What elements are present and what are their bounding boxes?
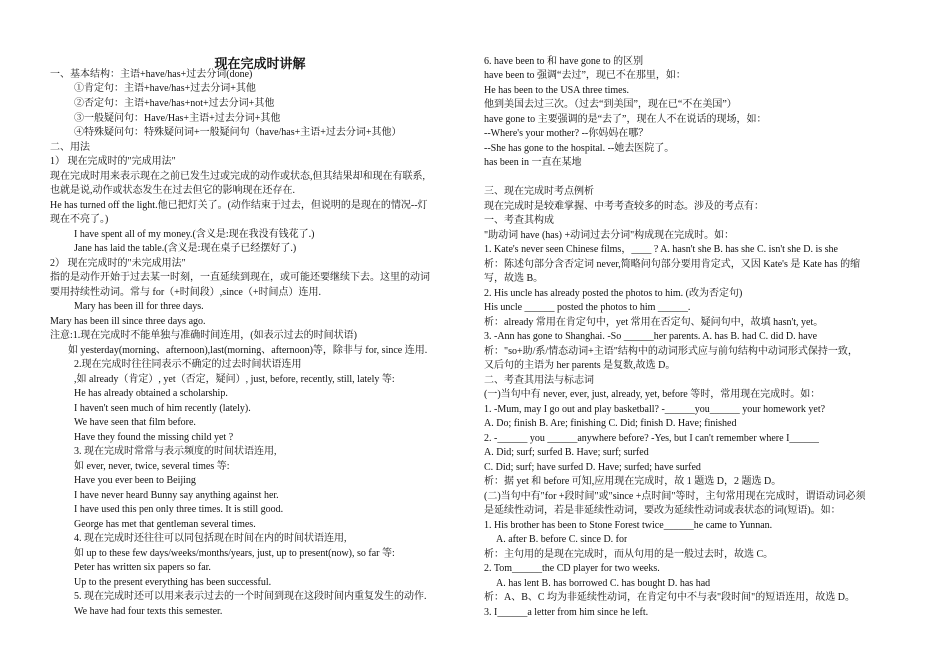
text-line: Up to the present everything has been successful. (74, 577, 272, 588)
text-line: --She has gone to the hospital. --她去医院了。 (484, 143, 675, 154)
text-line: 3. -Ann has gone to Shanghai. -So ______her parents. A. has B. had C. did D. have (484, 331, 818, 342)
text-line: ④特殊疑问句：特殊疑问词+一般疑问句（have/has+主语+过去分词+其他） (74, 127, 402, 138)
text-line: I have never heard Bunny say anything against her. (74, 490, 279, 501)
text-line: C. Did; surf; have surfed D. Have; surfed; have surfed (484, 462, 701, 473)
text-line: We have had four texts this semester. (74, 606, 223, 617)
text-line: 现在完成时用来表示现在之前已发生过或完成的动作或状态,但其结果却和现在有联系, (50, 171, 425, 182)
text-line: George has met that gentleman several times. (74, 519, 256, 530)
text-line: 1. Kate's never seen Chinese films，____ ? A. hasn't she B. has she C. isn't she D. is she (484, 244, 838, 255)
text-line: 指的是动作开始于过去某一时刻，一直延续到现在，或可能还要继续下去。这里的动词 (50, 272, 430, 283)
text-line: His uncle ______ posted the photos to him ______. (484, 302, 691, 313)
text-line: 2. -______ you ______anywhere before? -Yes, but I can't remember where I______ (484, 433, 820, 444)
text-line: 3. 现在完成时常常与表示频度的时间状语连用, (74, 446, 277, 457)
text-line: ③一般疑问句：Have/Has+主语+过去分词+其他 (74, 113, 281, 124)
text-line: 要用持续性动词。常与 for（+时间段）,since（+时间点）连用. (50, 287, 321, 298)
text-line: Have they found the missing child yet ? (74, 432, 234, 443)
text-line: 二、考查其用法与标志词 (484, 375, 594, 386)
text-line: Jane has laid the table.(含义是:现在桌子已经摆好了.) (74, 243, 297, 254)
text-line: 如 up to these few days/weeks/months/years, just, up to present(now), so far 等: (74, 548, 395, 559)
text-line: 析："so+助/系/情态动词+主语"结构中的动词形式应与前句结构中动词形式保持一致， (484, 346, 858, 357)
text-line: Peter has written six papers so far. (74, 562, 211, 573)
text-line: I have spent all of my money.(含义是:现在我没有钱花了.) (74, 229, 315, 240)
text-line: He has been to the USA three times. (484, 85, 629, 96)
text-line: 一、基本结构：主语+have/has+过去分词(done) (50, 69, 253, 80)
text-line: A. Did; surf; surfed B. Have; surf; surfed (484, 447, 649, 458)
text-line: 5. 现在完成时还可以用来表示过去的一个时间到现在这段时间内重复发生的动作. (74, 591, 427, 602)
text-line: 2. Tom______the CD player for two weeks. (484, 563, 660, 574)
text-line: 4. 现在完成时还往往可以同包括现在时间在内的时间状语连用, (74, 533, 347, 544)
text-line: 3. I______a letter from him since he left. (484, 607, 649, 618)
text-line: 2） 现在完成时的"未完成用法" (50, 258, 186, 269)
text-line: 析：主句用的是现在完成时，而从句用的是一般过去时，故选 C。 (484, 549, 774, 560)
text-line: (一)当句中有 never, ever, just, already, yet, before 等时，常用现在完成时。如： (484, 389, 821, 400)
text-line: Have you ever been to Beijing (74, 475, 196, 486)
text-line: He has turned off the light.他已把灯关了。(动作结束于过去，但说明的是现在的情况--灯 (50, 200, 428, 211)
text-line: 1） 现在完成时的"完成用法" (50, 156, 176, 167)
text-line: ②否定句：主语+have/has+not+过去分词+其他 (74, 98, 275, 109)
text-line: 2. His uncle has already posted the photos to him. (改为否定句) (484, 288, 743, 299)
text-line: "助动词 have (has) +动词过去分词"构成现在完成时。如： (484, 230, 735, 241)
text-line: 现在不亮了。) (50, 214, 109, 225)
text-line: 如 ever, never, twice, several times 等: (74, 461, 230, 472)
text-line: 也就是说,动作或状态发生在过去但它的影响现在还存在. (50, 185, 295, 196)
text-line: 现在完成时是较难掌握、中考考查较多的时态。涉及的考点有： (484, 201, 764, 212)
text-line: ①肯定句：主语+have/has+过去分词+其他 (74, 83, 256, 94)
text-line: 析：A、B、C 均为非延续性动词，在肯定句中不与表"段时间"的短语连用，故选 D。 (484, 592, 855, 603)
text-line: have been to 强调“去过”，现已不在那里，如： (484, 70, 686, 81)
text-line: (二)当句中有"for +段时间"或"since +点时间"等时，主句常用现在完成时，谓语动词必须 (484, 491, 866, 502)
text-line: Mary has been ill for three days. (74, 301, 204, 312)
text-line: 析：already 常用在肯定句中，yet 常用在否定句、疑问句中，故填 hasn't, yet。 (484, 317, 824, 328)
text-line: 写，故选 B。 (484, 273, 544, 284)
text-line: 一、考查其构成 (484, 215, 554, 226)
text-line: I haven't seen much of him recently (lately). (74, 403, 251, 414)
text-line: has been in 一直在某地 (484, 157, 582, 168)
text-line: 他到美国去过三次。（过去“到美国”，现在已“不在美国”） (484, 99, 737, 110)
text-line: A. Do; finish B. Are; finishing C. Did; finish D. Have; finished (484, 418, 737, 429)
text-line: We have seen that film before. (74, 417, 196, 428)
text-line: 析：据 yet 和 before 可知,应用现在完成时，故 1 题选 D，2 题选 D。 (484, 476, 782, 487)
text-line: He has already obtained a scholarship. (74, 388, 228, 399)
text-line: ,如 already（肯定）, yet（否定，疑问）, just, before, recently, still, lately 等: (74, 374, 395, 385)
text-line: 三、现在完成时考点例析 (484, 186, 594, 197)
text-line: 二、用法 (50, 142, 90, 153)
document-title: 现在完成时讲解 (214, 57, 306, 72)
text-line: --Where's your mother? --你妈妈在哪？ (484, 128, 649, 139)
text-line: 注意:1.现在完成时不能单独与准确时间连用，(如表示过去的时间状语) (50, 330, 357, 341)
text-line: 又后句的主语为 her parents 是复数,故选 D。 (484, 360, 676, 371)
text-line: A. has lent B. has borrowed C. has bought D. has had (496, 578, 711, 589)
text-line: Mary has been ill since three days ago. (50, 316, 206, 327)
text-line: have gone to 主要强调的是“去了”，现在人不在说话的现场，如： (484, 114, 767, 125)
text-line: 析：陈述句部分含否定词 never,简略问句部分要用肯定式，又因 Kate's 是 Kate has 的缩 (484, 259, 861, 270)
text-line: I have used this pen only three times. It is still good. (74, 504, 284, 515)
text-line: 2.现在完成时往往同表示不确定的过去时间状语连用 (74, 359, 302, 370)
text-line: 如 yesterday(morning、afternoon),last(morning、afternoon)等，除非与 for, since 连用. (68, 345, 428, 356)
text-line: A. after B. before C. since D. for (496, 534, 628, 545)
text-line: 6. have been to 和 have gone to 的区别 (484, 56, 644, 67)
text-line: 1. -Mum, may I go out and play basketball? -______you______ your homework yet? (484, 404, 826, 415)
text-line: 1. His brother has been to Stone Forest twice______he came to Yunnan. (484, 520, 773, 531)
text-line: 是延续性动词，若是非延续性动词，要改为延续性动词或表状态的词(短语)。如： (484, 505, 841, 516)
